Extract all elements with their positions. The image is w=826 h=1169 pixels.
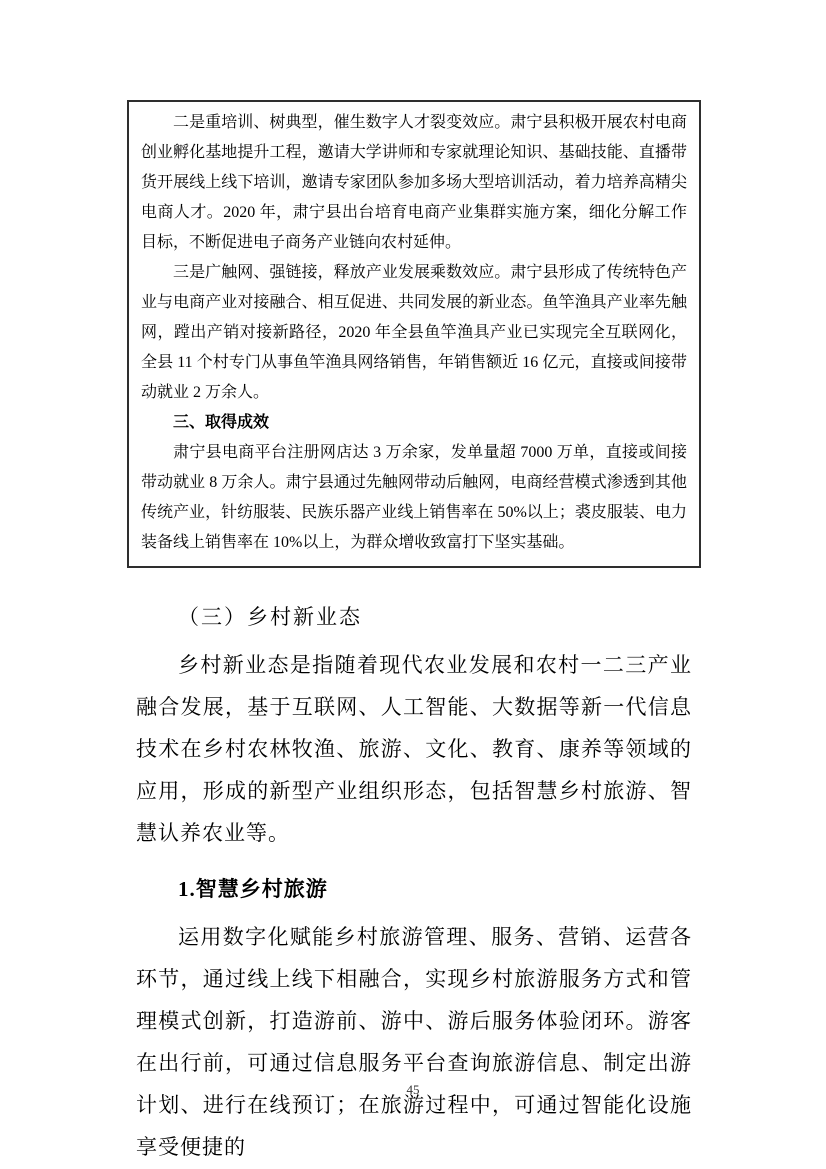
box-paragraph-3: 肃宁县电商平台注册网店达 3 万余家，发单量超 7000 万单，直接或间接带动就业 8 万余人。肃宁县通过先触网带动后触网，电商经营模式渗透到其他传统产业，针纺服装、民族乐器产业线上销售率在 50%以上；裘皮服装、电力装备线上销售率在 10%以上，为群众增收致富打下坚实基础。	[141, 444, 687, 551]
boxed-text-block	[127, 100, 701, 568]
page-number: 45	[406, 1082, 420, 1097]
box-paragraph-2: 三是广触网、强链接，释放产业发展乘数效应。肃宁县形成了传统特色产业与电商产业对接融合、相互促进、共同发展的新业态。鱼竿渔具产业率先触网，蹚出产销对接新路径，2020 年全县鱼竿渔具产业已实现完全互联网化，全县 11 个村专门从事鱼竿渔具网络销售，年销售额近 16 亿元，直接或间接带动就业 2 万余人。	[141, 264, 687, 401]
section-heading: （三）乡村新业态	[178, 605, 362, 629]
subsection-paragraph: 运用数字化赋能乡村旅游管理、服务、营销、运营各环节，通过线上线下相融合，实现乡村旅游服务方式和管理模式创新，打造游前、游中、游后服务体验闭环。游客在出行前，可通过信息服务平台查询旅游信息、制定出游计划、进行在线预订；在旅游过程中，可通过智能化设施享受便捷的	[136, 925, 692, 1159]
box-paragraph-1: 二是重培训、树典型，催生数字人才裂变效应。肃宁县积极开展农村电商创业孵化基地提升工程，邀请大学讲师和专家就理论知识、基础技能、直播带货开展线上线下培训，邀请专家团队参加多场大型培训活动，着力培养高精尖电商人才。2020 年，肃宁县出台培育电商产业集群实施方案，细化分解工作目标，不断促进电子商务产业链向农村延伸。	[141, 114, 687, 251]
subsection-heading: 1.智慧乡村旅游	[178, 877, 328, 901]
box-section-heading: 三、取得成效	[173, 414, 270, 431]
section-paragraph: 乡村新业态是指随着现代农业发展和农村一二三产业融合发展，基于互联网、人工智能、大数据等新一代信息技术在乡村农林牧渔、旅游、文化、教育、康养等领域的应用，形成的新型产业组织形态，包括智慧乡村旅游、智慧认养农业等。	[136, 653, 692, 845]
